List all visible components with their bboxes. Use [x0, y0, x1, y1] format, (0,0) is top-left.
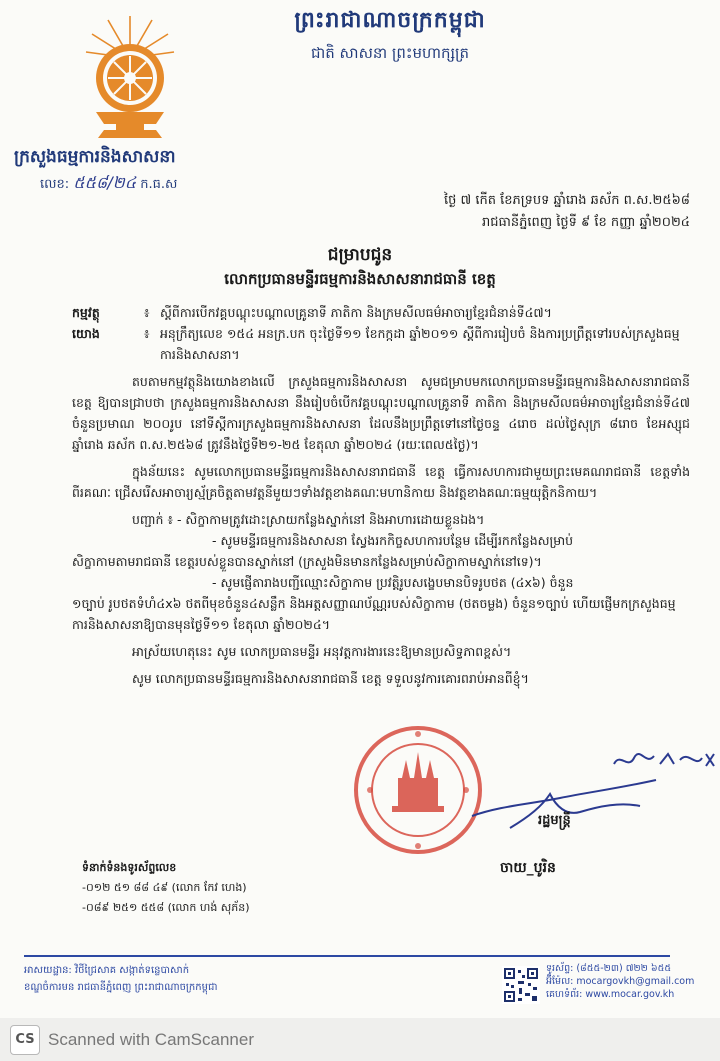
- letter-date: [444, 190, 690, 234]
- footer-website: គេហទំព័រ: www.mocar.gov.kh: [546, 989, 675, 1000]
- ministry-emblem-icon: [82, 12, 178, 140]
- subject-label: កម្មវត្ថុ: [72, 305, 100, 320]
- address-line-2: ខណ្ឌចំការមន រាជធានីភ្នំពេញ ព្រះរាជាណាចក្រកម្ពុជា: [24, 982, 218, 993]
- handwritten-mark-icon: [610, 748, 720, 772]
- ref-label: លេខ:: [40, 177, 70, 192]
- solar-date: រាជធានីភ្នំពេញ ថ្ងៃទី ៩ ខែ កញ្ញា ឆ្នាំ២០២៤: [482, 215, 690, 230]
- ministry-name: ក្រសួងធម្មការនិងសាសនា: [14, 147, 176, 167]
- paragraph-2: ក្នុងន័យនេះ សូមលោកប្រធានមន្ទីរធម្មការនិងសាសនារាជធានី ខេត្ត ធ្វើការសហការជាមួយព្រះមេគណរាជធានី ខេត្តទាំងពីរគណៈ ជ្រើសរើសអាចារ្យស្ម័គ្រចិត្តតាមវត្តនីមួយៗទាំងវត្តខាងគណៈមហានិកាយ និងវត្តខាងគណៈធម្មយុត្តិកនិកាយ។: [72, 464, 690, 500]
- ref-number: ៥៥៨/២៤: [73, 173, 137, 192]
- note-2-start: - សូមមន្ទីរធម្មការនិងសាសនា ស្វែងរកកិច្ចសហការបន្ថែម ដើម្បីរកកន្លែងសម្រាប់: [212, 533, 574, 548]
- reference-row: យោង ៖ អនុក្រឹត្យលេខ ១៥៤ អនក្រ.បក ចុះថ្ងៃទី១១ ខែកក្កដា ឆ្នាំ២០១១ ស្តីពីការរៀបចំ និងការប្រព្រឹត្តទៅរបស់ក្រសួងធម្មការនិងសាសនា។: [72, 323, 690, 365]
- footer-contact: [546, 962, 694, 1001]
- signer-name: ចាយ_បូរិន: [500, 860, 556, 876]
- footer-phone: ទូរស័ព្ទ: (៨៥៥-២៣) ៧២២ ៦៥៥: [546, 963, 672, 974]
- note-3-cont: ១ច្បាប់ រូបថតទំហំ៤x៦ ថតពីមុខចំនួន៤សន្លឹក និងអត្តសញ្ញាណប័ណ្ណរបស់សិក្ខាកាម (ថតចម្លង) ចំនួន១ច្បាប់ ហើយផ្ញើមកក្រសួងធម្មការនិងសាសនាឱ្យបានមុនថ្ងៃទី១១ ខែតុលា ឆ្នាំ២០២៤។: [72, 596, 676, 632]
- reference-label: យោង: [72, 326, 100, 341]
- note-3-start: - សូមផ្ញើតារាងបញ្ជីឈ្មោះសិក្ខាកាម ប្រវត្តិរូបសង្ខេបមានបិទរូបថត (៤x៦) ចំនួន: [212, 575, 574, 590]
- paragraph-3: អាស្រ័យហេតុនេះ សូម លោកប្រធានមន្ទីរ អនុវត្តការងារនេះឱ្យមានប្រសិទ្ធភាពខ្ពស់។: [132, 644, 512, 659]
- contact-phone-2: -០៨៩ ២៥១ ៥៥៨ (លោក ហង់ សុភ័ន): [82, 901, 250, 914]
- footer-email: អ៊ីម៉ែល: mocargovkh@gmail.com: [546, 976, 695, 987]
- contact-block: [82, 858, 250, 918]
- subject-row: កម្មវត្ថុ ៖ ស្តីពីការបើកវគ្គបណ្តុះបណ្តាលគ្រូនាទី ភាតិកា និងក្រមសីលធម៌អាចារ្យខ្មែរជំនាន់ទី៤៧។: [72, 302, 690, 323]
- paragraph-1: តបតាមកម្មវត្ថុនិងយោងខាងលើ ក្រសួងធម្មការនិងសាសនា សូមជម្រាបមកលោកប្រធានមន្ទីរធម្មការនិងសាសនារាជធានី ខេត្ត ឱ្យបានជ្រាបថា ក្រសួងធម្មការនិងសាសនា នឹងរៀបចំបើកវគ្គបណ្តុះបណ្តាលគ្រូនាទី ភាតិកា និងក្រមសីលធម៌អាចារ្យខ្មែរជំនាន់ទី៤៧ ចំនួនប្រមាណ ២០០រូប នៅទីស្តីការក្រសួងធម្មការនិងសាសនា ដែលនឹងប្រព្រឹត្តទៅនៅថ្ងៃចន្ទ ៤រោច ដល់ថ្ងៃសុក្រ ៨រោច ខែអស្សុជ ឆ្នាំរោង ឆស័ក ព.ស.២៥៦៨ ត្រូវនឹងថ្ងៃទី២១-២៥ ខែតុលា ឆ្នាំ២០២៤ (រយៈពេល៥ថ្ងៃ)។: [72, 374, 690, 452]
- footer-divider: [24, 955, 670, 957]
- note-1: - សិក្ខាកាមត្រូវដោះស្រាយកន្លែងស្នាក់នៅ និងអាហារដោយខ្លួនឯង។: [176, 512, 485, 527]
- note-label: បញ្ជាក់ ៖: [132, 512, 173, 527]
- camscanner-logo-icon: CS: [10, 1025, 40, 1055]
- letter-heading: ជម្រាបជូន: [327, 245, 393, 265]
- notes-block: [72, 509, 690, 635]
- kingdom-title: ព្រះរាជាណាចក្រកម្ពុជា: [294, 8, 486, 33]
- letterhead: [240, 6, 540, 66]
- reference-text: អនុក្រឹត្យលេខ ១៥៤ អនក្រ.បក ចុះថ្ងៃទី១១ ខែកក្កដា ឆ្នាំ២០១១ ស្តីពីការរៀបចំ និងការប្រព្រឹត្តទៅរបស់ក្រសួងធម្មការនិងសាសនា។: [160, 326, 680, 362]
- reference-number: [40, 172, 177, 196]
- subject-text: ស្តីពីការបើកវគ្គបណ្តុះបណ្តាលគ្រូនាទី ភាតិកា និងក្រមសីលធម៌អាចារ្យខ្មែរជំនាន់ទី៤៧។: [160, 305, 552, 320]
- official-seal-icon: [348, 720, 488, 860]
- scanner-text: Scanned with CamScanner: [48, 1029, 255, 1049]
- note-2-cont: សិក្ខាកាមតាមរាជធានី ខេត្តរបស់ខ្លួនបានស្នាក់នៅ (ក្រសួងមិនមានកន្លែងសម្រាប់សិក្ខាកាមស្នាក់នៅទេ)។: [72, 554, 542, 569]
- letter-body: [72, 302, 690, 689]
- address-line-1: អាសយដ្ឋាន: វិថីជ្រៃសាគ សង្កាត់ទន្លេបាសាក់: [24, 965, 190, 976]
- letter-recipient: លោកប្រធានមន្ទីរធម្មការនិងសាសនារាជធានី ខេត្ត: [224, 270, 496, 288]
- qr-code-icon: [502, 966, 540, 1004]
- contact-title: ទំនាក់ទំនងទូរស័ព្ទលេខ: [82, 861, 177, 874]
- lunar-date: ថ្ងៃ ៧ កើត ខែភទ្របទ ឆ្នាំរោង ឆស័ក ព.ស.២៥៦៨: [444, 193, 690, 208]
- signature-title: រដ្ឋមន្ត្រី: [538, 813, 571, 828]
- paragraph-4: សូម លោកប្រធានមន្ទីរធម្មការនិងសាសនារាជធានី ខេត្ត ទទួលនូវការគោរពរាប់អានពីខ្ញុំ។: [132, 671, 529, 686]
- footer-address: [24, 962, 217, 996]
- scanner-watermark: [0, 1018, 720, 1061]
- ref-suffix: ក.ធ.ស: [140, 177, 178, 192]
- note-1-row: [72, 509, 690, 530]
- national-motto: ជាតិ សាសនា ព្រះមហាក្សត្រ: [310, 44, 470, 62]
- contact-phone-1: -០១២ ៥១ ៨៨ ៤៩ (លោក កែវ ហេង): [82, 881, 247, 894]
